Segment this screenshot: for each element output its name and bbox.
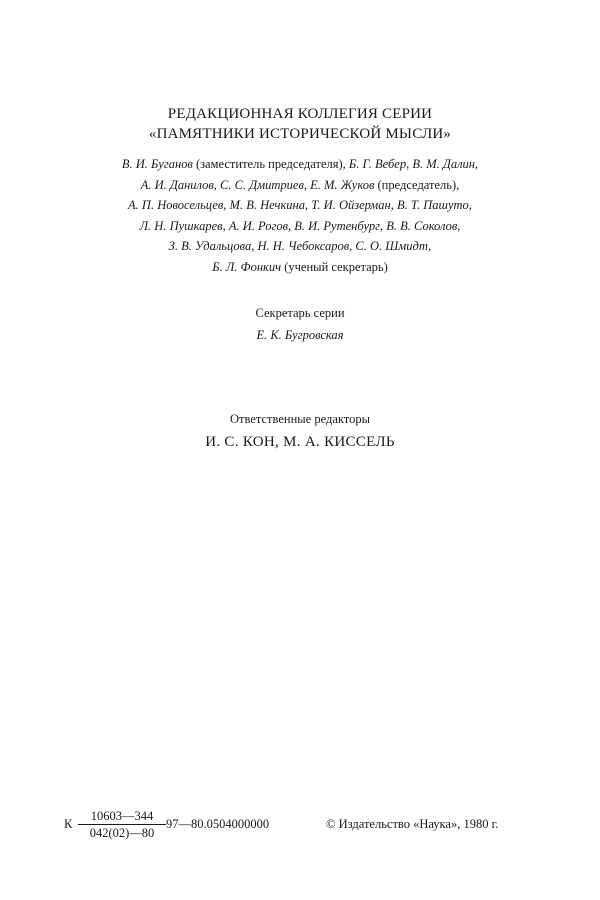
member-line [0, 195, 600, 216]
imprint-numerator: 10603—344 [78, 808, 166, 825]
series-secretary-name: Е. К. Бугровская [256, 328, 344, 342]
editorial-board-heading [0, 104, 600, 144]
member-line [0, 154, 600, 175]
member-names: Б. Л. Фонкич [212, 259, 282, 274]
responsible-editors-block [0, 408, 600, 454]
member-names: В. И. Буганов [121, 157, 193, 171]
publisher-copyright: © Издательство «Наука», 1980 г. [326, 817, 499, 831]
member-line [0, 175, 600, 196]
member-role: (заместитель председателя), [192, 157, 349, 171]
imprint-letter: К [64, 817, 73, 831]
responsible-editors-label: Ответственные редакторы [230, 412, 370, 426]
imprint-denominator: 042(02)—80 [89, 826, 155, 840]
imprint-code-tail: 97—80.0504000000 [166, 817, 270, 831]
imprint-block [64, 808, 544, 848]
editorial-board-members [0, 154, 600, 277]
member-role: (ученый секретарь) [281, 259, 388, 274]
series-title: «ПАМЯТНИКИ ИСТОРИЧЕСКОЙ МЫСЛИ» [148, 126, 452, 142]
member-names: З. В. Удальцова, Н. Н. Чебоксаров, С. О. Шмидт, [168, 239, 432, 253]
series-secretary-block [0, 302, 600, 346]
member-line [0, 257, 600, 278]
series-secretary-label: Секретарь серии [255, 306, 345, 320]
member-line [0, 236, 600, 257]
member-line [0, 216, 600, 237]
imprint-fraction [78, 808, 166, 841]
member-names: Л. Н. Пушкарев, А. И. Рогов, В. И. Рутенбург, В. В. Соколов, [139, 218, 461, 233]
editorial-board-title: РЕДАКЦИОННАЯ КОЛЛЕГИЯ СЕРИИ [167, 106, 433, 122]
member-names: А. П. Новосельцев, М. В. Нечкина, Т. И. Ойзерман, В. Т. Пашуто, [128, 198, 472, 212]
member-names: А. И. Данилов, С. С. Дмитриев, Е. М. Жуков [140, 177, 375, 192]
member-names: Б. Г. Вебер, В. М. Далин, [348, 157, 479, 171]
member-role: (председатель), [374, 177, 460, 192]
responsible-editors-names: И. С. КОН, М. А. КИССЕЛЬ [205, 434, 395, 450]
